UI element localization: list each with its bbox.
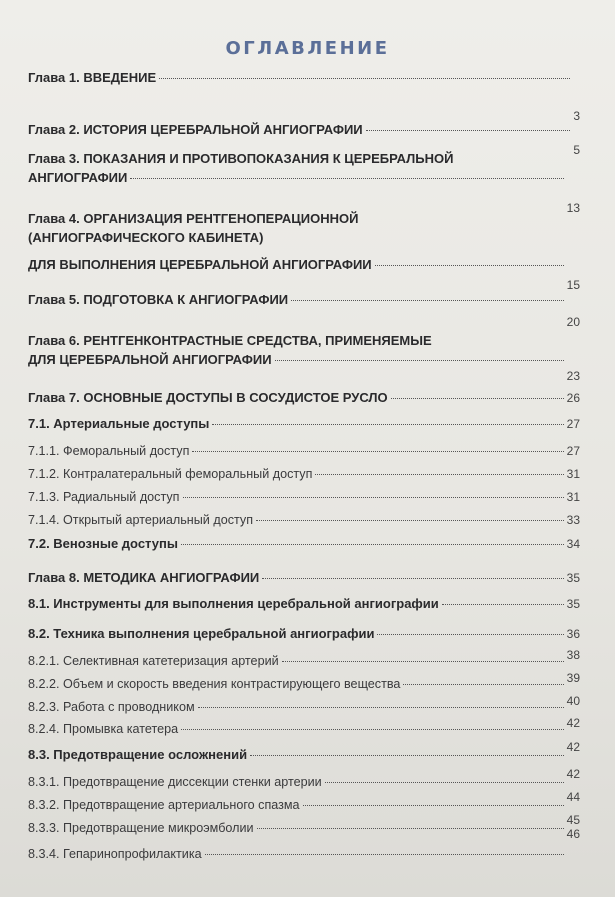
toc-entry-7-2	[28, 536, 580, 552]
leader-dots	[325, 782, 564, 783]
toc-entry-chapter-5	[28, 292, 580, 329]
leader-dots	[257, 828, 564, 829]
toc-entry-8-2-3	[28, 694, 580, 715]
toc-page-number: 45	[566, 813, 580, 827]
leader-dots	[366, 130, 571, 131]
leader-dots	[198, 707, 564, 708]
toc-page-number: 13	[566, 201, 580, 215]
toc-entry-chapter-8	[28, 570, 580, 586]
leader-dots	[303, 805, 564, 806]
toc-page-number: 23	[566, 369, 580, 383]
leader-dots	[183, 497, 564, 498]
toc-page-number: 31	[566, 467, 580, 481]
toc-entry-8-2	[28, 626, 580, 642]
toc-page-number: 35	[566, 597, 580, 611]
toc-page-number: 44	[566, 790, 580, 804]
toc-entry-7-1-3	[28, 489, 580, 505]
toc-entry-text: Глава 2. ИСТОРИЯ ЦЕРЕБРАЛЬНОЙ АНГИОГРАФИИ	[28, 122, 363, 137]
toc-entry-chapter-3-line1: Глава 3. ПОКАЗАНИЯ И ПРОТИВОПОКАЗАНИЯ К ЦЕРЕБРАЛЬНОЙ	[28, 151, 454, 166]
toc-entry-text: 8.3.3. Предотвращение микроэмболии	[28, 821, 254, 835]
toc-page-number: 42	[566, 716, 580, 730]
leader-dots	[391, 398, 564, 399]
toc-entry-text: 7.1.1. Феморальный доступ	[28, 444, 190, 458]
toc-entry-chapter-4	[28, 257, 580, 292]
toc-entry-text: 8.1. Инструменты для выполнения церебральной ангиографии	[28, 596, 439, 611]
leader-dots	[181, 544, 564, 545]
toc-page-number: 42	[566, 767, 580, 781]
toc-page-number: 34	[566, 537, 580, 551]
toc-page-number: 5	[573, 143, 580, 157]
leader-dots	[262, 578, 563, 579]
toc-entry-8-3-1	[28, 767, 580, 790]
toc-entry-text: 8.3.2. Предотвращение артериального спазма	[28, 798, 300, 812]
toc-entry-8-3-2	[28, 790, 580, 813]
toc-entry-7-1	[28, 416, 580, 432]
toc-entry-8-2-2	[28, 671, 580, 692]
toc-entry-8-2-4	[28, 716, 580, 737]
toc-entry-text: Глава 8. МЕТОДИКА АНГИОГРАФИИ	[28, 570, 260, 585]
toc-page-number: 26	[566, 391, 580, 405]
toc-page-number: 15	[566, 278, 580, 292]
toc-page-number: 33	[566, 513, 580, 527]
toc-entry-chapter-7	[28, 390, 580, 406]
leader-dots	[181, 729, 564, 730]
toc-entry-text: 7.1.4. Открытый артериальный доступ	[28, 513, 254, 527]
toc-entry-text: 8.2.3. Работа с проводником	[28, 700, 195, 714]
toc-entry-8-3-3	[28, 813, 580, 836]
toc-entry-text: 8.2. Техника выполнения церебральной ангиографии	[28, 626, 375, 641]
leader-dots	[159, 78, 570, 79]
toc-page-number: 20	[566, 315, 580, 329]
toc-entry-text: Глава 5. ПОДГОТОВКА К АНГИОГРАФИИ	[28, 292, 289, 307]
toc-entry-chapter-1	[28, 70, 580, 123]
leader-dots	[375, 265, 564, 266]
toc-page-number: 27	[566, 444, 580, 458]
leader-dots	[291, 300, 564, 301]
toc-entry-7-1-4	[28, 512, 580, 528]
toc-entry-7-1-2	[28, 466, 580, 482]
leader-dots	[130, 178, 563, 179]
toc-entry-chapter-6	[28, 352, 580, 383]
toc-page-number: 27	[566, 417, 580, 431]
toc-entry-7-1-1	[28, 443, 580, 459]
toc-entry-text: 7.1.2. Контралатеральный феморальный доступ	[28, 467, 313, 481]
page-title: ОГЛАВЛЕНИЕ	[225, 38, 390, 59]
toc-entry-text: 8.2.1. Селективная катетеризация артерий	[28, 654, 279, 668]
toc-entry-text: ДЛЯ ЦЕРЕБРАЛЬНОЙ АНГИОГРАФИИ	[28, 352, 272, 367]
leader-dots	[192, 451, 563, 452]
toc-entry-text: 8.2.4. Промывка катетера	[28, 722, 179, 736]
toc-page-number: 40	[566, 694, 580, 708]
toc-page-number: 31	[566, 490, 580, 504]
toc-entry-text: 7.1. Артериальные доступы	[28, 416, 210, 431]
toc-entry-text: 7.2. Венозные доступы	[28, 536, 178, 551]
toc-entry-chapter-3	[28, 170, 580, 215]
leader-dots	[282, 661, 564, 662]
toc-entry-text: 8.2.2. Объем и скорость введения контрастирующего вещества	[28, 677, 401, 691]
toc-entry-8-1	[28, 596, 580, 612]
leader-dots	[205, 854, 564, 855]
toc-entry-chapter-4-line2: (АНГИОГРАФИЧЕСКОГО КАБИНЕТА)	[28, 230, 264, 245]
toc-entry-chapter-6-line1: Глава 6. РЕНТГЕНКОНТРАСТНЫЕ СРЕДСТВА, ПРИМЕНЯЕМЫЕ	[28, 333, 432, 348]
leader-dots	[250, 755, 564, 756]
toc-entry-text: Глава 7. ОСНОВНЫЕ ДОСТУПЫ В СОСУДИСТОЕ РУСЛО	[28, 390, 388, 405]
toc-page-number: 46	[566, 827, 580, 841]
toc-page-number: 3	[573, 109, 580, 123]
leader-dots	[377, 634, 563, 635]
toc-entry-text: ДЛЯ ВЫПОЛНЕНИЯ ЦЕРЕБРАЛЬНОЙ АНГИОГРАФИИ	[28, 257, 372, 272]
toc-page-number: 42	[566, 740, 580, 754]
leader-dots	[442, 604, 564, 605]
leader-dots	[256, 520, 564, 521]
leader-dots	[403, 684, 563, 685]
toc-entry-text: 8.3. Предотвращение осложнений	[28, 747, 248, 762]
toc-page-number: 35	[566, 571, 580, 585]
toc-entry-text: 8.3.4. Гепаринопрофилактика	[28, 847, 202, 861]
leader-dots	[315, 474, 563, 475]
toc-entry-text: 7.1.3. Радиальный доступ	[28, 490, 180, 504]
toc-entry-text: 8.3.1. Предотвращение диссекции стенки артерии	[28, 775, 322, 789]
toc-page-number: 39	[566, 671, 580, 685]
toc-entry-text: АНГИОГРАФИИ	[28, 170, 128, 185]
toc-entry-chapter-4-line1: Глава 4. ОРГАНИЗАЦИЯ РЕНТГЕНОПЕРАЦИОННОЙ	[28, 211, 359, 226]
toc-entry-8-2-1	[28, 648, 580, 669]
leader-dots	[275, 360, 564, 361]
toc-page-number: 38	[566, 648, 580, 662]
toc-entry-8-3	[28, 740, 580, 763]
toc-entry-chapter-2	[28, 122, 580, 157]
toc-page-number: 36	[566, 627, 580, 641]
leader-dots	[212, 424, 563, 425]
toc-entry-text: Глава 1. ВВЕДЕНИЕ	[28, 70, 157, 85]
